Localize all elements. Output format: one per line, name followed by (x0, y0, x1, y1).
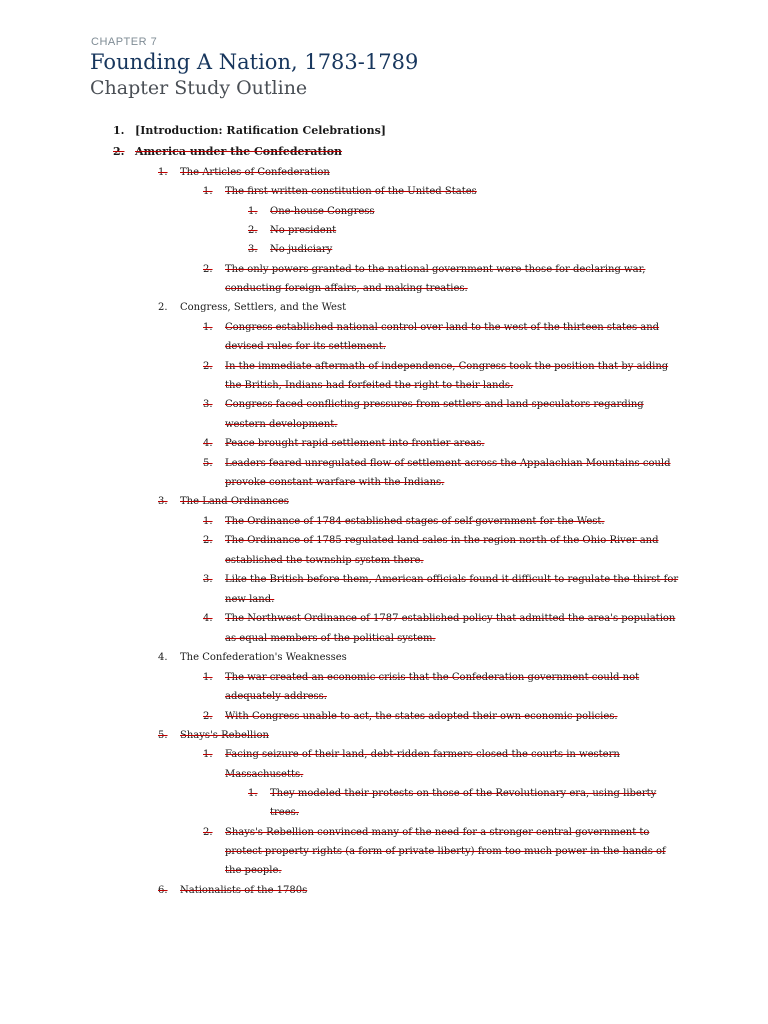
outline-item-number: 1. (203, 749, 213, 760)
chapter-label: CHAPTER 7 (91, 36, 158, 48)
outline-item-text: The only powers granted to the national government were those for declaring war, (225, 264, 646, 275)
outline-item-number: 1. (248, 206, 258, 217)
outline-item-text: [Introduction: Ratification Celebrations] (135, 124, 386, 137)
outline-item-text: Shays's Rebellion convinced many of the need for a stronger central government to (225, 827, 650, 838)
outline-item-number: 1. (158, 167, 168, 178)
outline-item-text: The first written constitution of the United States (225, 186, 477, 197)
outline-item-text: One-house Congress (270, 206, 375, 217)
outline-item-number: 1. (248, 788, 258, 799)
outline-item-text: conducting foreign affairs, and making treaties. (225, 283, 468, 294)
outline-item-number: 3. (248, 244, 258, 255)
outline-item-number: 4. (203, 613, 213, 624)
outline-item-text: In the immediate aftermath of independence, Congress took the position that by aiding (225, 361, 669, 372)
outline-item-text: The Land Ordinances (180, 496, 289, 507)
outline-item-text: Leaders feared unregulated flow of settlement across the Appalachian Mountains could (225, 458, 671, 469)
page-title: Founding A Nation, 1783-1789 (90, 50, 419, 74)
outline-item-text: Peace brought rapid settlement into frontier areas. (225, 438, 485, 449)
outline-item-number: 1. (113, 124, 125, 137)
outline-item-number: 5. (158, 730, 168, 741)
outline-item-number: 1. (203, 672, 213, 683)
outline-item-text: No president (270, 225, 337, 236)
outline-item-text: The Northwest Ordinance of 1787 established policy that admitted the area's population (225, 613, 676, 624)
outline-item-number: 1. (203, 186, 213, 197)
outline-item-text: Congress faced conflicting pressures from settlers and land speculators regarding (225, 399, 644, 410)
outline-item-number: 2. (113, 145, 125, 158)
outline-item-text: America under the Confederation (135, 145, 343, 158)
outline-item-text: Nationalists of the 1780s (180, 885, 308, 896)
outline-item-text: Congress established national control over land to the west of the thirteen states and (225, 322, 660, 333)
outline-item-number: 4. (158, 652, 168, 663)
outline-item-text: No judiciary (270, 244, 333, 255)
outline-item-text: devised rules for its settlement. (225, 341, 386, 352)
outline-item-number: 6. (158, 885, 168, 896)
outline-item-text: The Articles of Confederation (180, 167, 330, 178)
outline-item-number: 2. (203, 264, 213, 275)
outline-item-text: With Congress unable to act, the states adopted their own economic policies. (225, 711, 618, 722)
outline-item-text: the people. (225, 865, 282, 876)
outline-item-text: Facing seizure of their land, debt-ridden farmers closed the courts in western (225, 749, 620, 760)
outline-item-text: The Ordinance of 1785 regulated land sales in the region north of the Ohio River and (225, 535, 659, 546)
outline-item-text: as equal members of the political system. (225, 633, 436, 644)
outline-item-number: 2. (203, 711, 213, 722)
outline-item-text: The Ordinance of 1784 established stages of self-government for the West. (225, 516, 605, 527)
outline-item-number: 2. (203, 535, 213, 546)
outline-item-text: trees. (270, 807, 299, 818)
outline-item-text: The Confederation's Weaknesses (180, 652, 347, 663)
outline-item-text: new land. (225, 594, 275, 605)
outline-item-number: 5. (203, 458, 213, 469)
outline-item-number: 3. (203, 399, 213, 410)
outline-item-text: Congress, Settlers, and the West (180, 302, 347, 313)
outline-item-text: The war created an economic crisis that the Confederation government could not (225, 672, 640, 683)
outline-item-number: 2. (248, 225, 258, 236)
outline-item-text: protect property rights (a form of private liberty) from too much power in the hands of (225, 846, 666, 857)
outline-item-text: the British, Indians had forfeited the right to their lands. (225, 380, 514, 391)
outline-item-text: They modeled their protests on those of the Revolutionary era, using liberty (270, 788, 657, 799)
outline-item-text: established the township system there. (225, 555, 424, 566)
outline-item-number: 4. (203, 438, 213, 449)
outline-item-text: Shays's Rebellion (180, 730, 269, 741)
outline-item-text: provoke constant warfare with the Indians. (225, 477, 445, 488)
outline-item-number: 2. (203, 361, 213, 372)
outline-item-number: 2. (203, 827, 213, 838)
outline-item-text: Massachusetts. (225, 769, 304, 780)
outline-item-text: adequately address. (225, 691, 327, 702)
outline-item-number: 1. (203, 322, 213, 333)
outline-item-number: 3. (203, 574, 213, 585)
outline-item-text: western development. (225, 419, 338, 430)
outline-item-text: Like the British before them, American officials found it difficult to regulate the thirst for (225, 574, 679, 585)
outline-item-number: 1. (203, 516, 213, 527)
outline-item-number: 3. (158, 496, 168, 507)
page-subtitle: Chapter Study Outline (90, 77, 308, 99)
outline-item-number: 2. (158, 302, 168, 313)
